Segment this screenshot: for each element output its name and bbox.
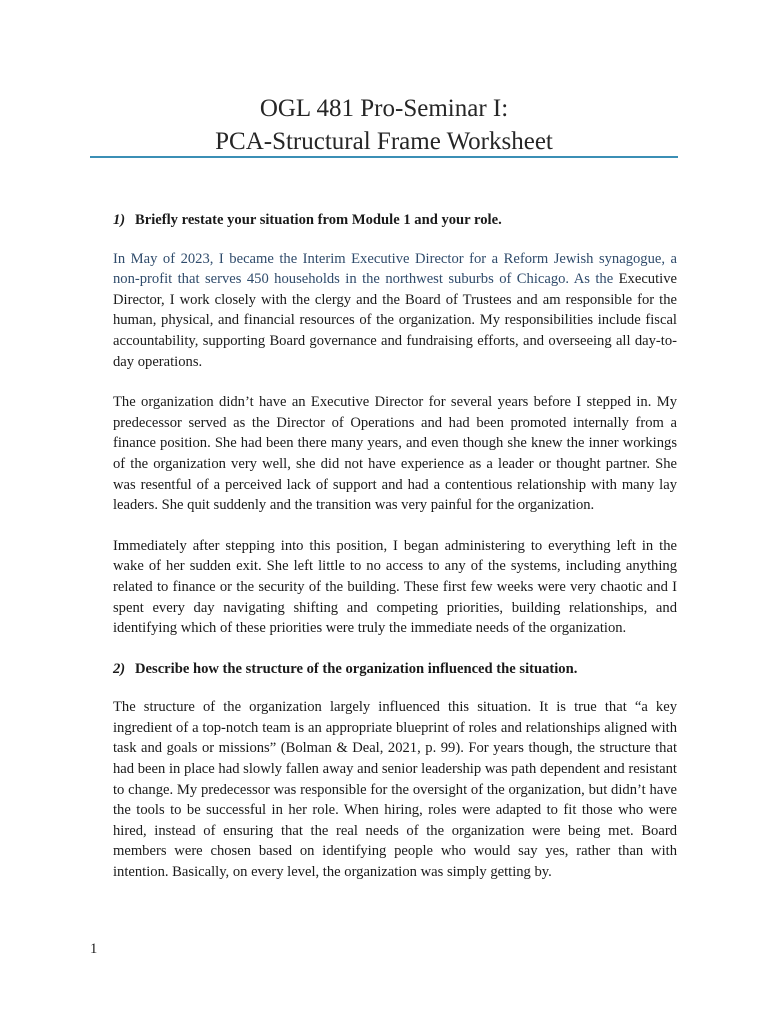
paragraph-1 xyxy=(113,249,677,373)
title-line-2: PCA-Structural Frame Worksheet xyxy=(215,128,553,155)
paragraph-1-lead: In May of 2023, I became the Interim Executive Director for a Reform Jewish synagogue, a non-profit that serves 450 households in the northwest suburbs of Chicago. As the xyxy=(113,250,677,288)
page-number: 1 xyxy=(90,941,98,957)
question-2-heading xyxy=(113,659,677,680)
question-1-text: Briefly restate your situation from Module 1 and your role. xyxy=(135,212,502,228)
paragraph-3: Immediately after stepping into this position, I began administering to everything left in the wake of her sudden exit. She left little to no access to any of the systems, including anything related to finance or the security of the building. These first few weeks were very chaotic and I spent every day navigating shifting and competing priorities, building relationships, and identifying which of these priorities were truly the immediate needs of the organization. xyxy=(113,537,677,637)
title-divider xyxy=(90,156,678,158)
question-2-text: Describe how the structure of the organization influenced the situation. xyxy=(135,660,578,677)
paragraph-2: The organization didn’t have an Executive Director for several years before I stepped in. My predecessor served as the Director of Operations and had been promoted internally from a finance position. She had been there many years, and even though she knew the inner workings of the organization very well, she did not have experience as a leader or thought partner. She was resentful of a perceived lack of support and had a contentious relationship with many lay leaders. She quit suddenly and the transition was very painful for the organization. xyxy=(113,394,677,514)
title-line-1: OGL 481 Pro-Seminar I: xyxy=(259,95,509,122)
paragraph-1-rest: Executive Director, I work closely with the clergy and the Board of Trustees and am responsible for the human, physical, and financial resources of the organization. My responsibilities include fiscal accountability, supporting Board governance and fundraising efforts, and overseeing all day-to-day operations. xyxy=(113,271,677,370)
question-1-number: 1) xyxy=(113,212,126,228)
document-title xyxy=(90,92,678,158)
document-body xyxy=(113,210,677,883)
question-2-number: 2) xyxy=(113,660,126,677)
paragraph-4: The structure of the organization largely influenced this situation. It is true that “a key ingredient of a top-notch team is an appropriate blueprint of roles and relationships aligned with task and goals or missions” (Bolman & Deal, 2021, p. 99). For years though, the structure that had been in place had slowly fallen away and senior leadership was path dependent and resistant to change. My predecessor was responsible for the oversight of the organization, but didn’t have the tools to be successful in her role. When hiring, roles were adapted to fit those who were hired, instead of ensuring that the real needs of the organization were being met. Board members were chosen based on identifying people who would say yes, rather than with intention. Basically, on every level, the organization was simply getting by. xyxy=(113,699,677,881)
question-1-heading xyxy=(113,210,677,231)
